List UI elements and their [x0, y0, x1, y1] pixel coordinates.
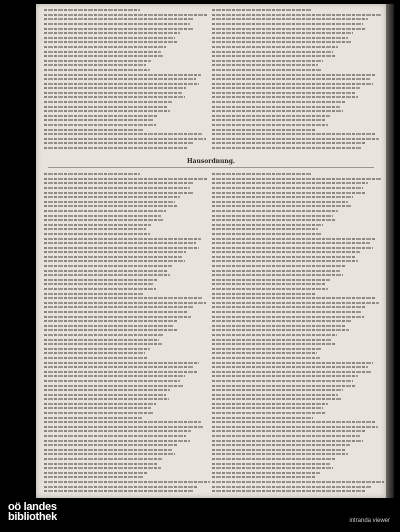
- viewer-brand-label: intranda viewer: [349, 518, 390, 524]
- text-line: [44, 489, 193, 494]
- page-edge: [386, 4, 394, 498]
- text-line: [212, 489, 366, 494]
- logo-line-2: bibliothek: [8, 511, 57, 523]
- left-column-top-text: [44, 8, 204, 150]
- page-columns: [44, 8, 378, 492]
- viewer-footer: [0, 502, 400, 532]
- right-column: [212, 8, 378, 492]
- section-heading: Hausordnung.: [186, 158, 236, 165]
- scanned-page: [36, 4, 386, 498]
- left-column-bottom-text: [44, 172, 204, 494]
- left-column: [44, 8, 204, 492]
- text-line: [44, 146, 188, 151]
- library-logo[interactable]: [8, 502, 57, 522]
- text-line: [212, 146, 361, 151]
- heading-divider: [48, 167, 374, 168]
- right-column-bottom-text: [212, 172, 378, 494]
- right-column-top-text: [212, 8, 378, 150]
- logo-line-1: oö landes: [8, 501, 57, 513]
